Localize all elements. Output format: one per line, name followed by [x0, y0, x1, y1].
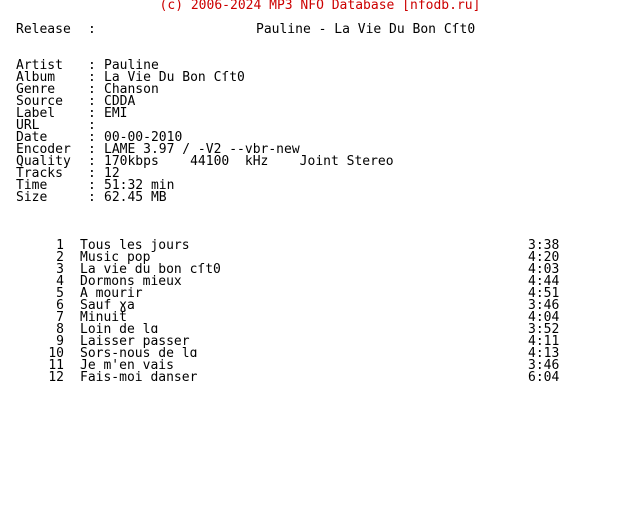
- track-title: Sors-nous de lɑ: [80, 346, 198, 361]
- track-number: 11: [48, 358, 64, 373]
- track-duration: 4:20: [528, 250, 560, 265]
- release-label: Release: [16, 22, 71, 37]
- track-duration: 6:04: [528, 370, 560, 385]
- track-title: Minuit: [80, 310, 127, 325]
- track-number: 2: [56, 250, 64, 265]
- info-label: Artist: [16, 58, 63, 73]
- release-row: [0, 24, 640, 36]
- info-separator: :: [88, 166, 96, 181]
- track-row: [0, 372, 640, 384]
- track-duration: 3:52: [528, 322, 560, 337]
- info-separator: :: [88, 106, 96, 121]
- info-separator: :: [88, 58, 96, 73]
- track-title: Loin de lɑ: [80, 322, 159, 337]
- info-value: Chanson: [104, 82, 159, 97]
- track-title: Je m'en vais: [80, 358, 174, 373]
- info-label: Source: [16, 94, 63, 109]
- info-separator: :: [88, 190, 96, 205]
- track-duration: 3:46: [528, 358, 560, 373]
- track-number: 9: [56, 334, 64, 349]
- info-separator: :: [88, 154, 96, 169]
- info-label: Time: [16, 178, 48, 193]
- track-number: 6: [56, 298, 64, 313]
- info-row-label: [0, 108, 640, 120]
- track-number: 7: [56, 310, 64, 325]
- info-separator: :: [88, 82, 96, 97]
- release-value: Pauline - La Vie Du Bon Cſt0: [256, 22, 476, 37]
- track-number: 12: [48, 370, 64, 385]
- info-value: 170kbps 44100 kHz Joint Stereo: [104, 154, 394, 169]
- info-label: Label: [16, 106, 56, 121]
- track-duration: 4:11: [528, 334, 560, 349]
- track-title: Dormons mieux: [80, 274, 182, 289]
- track-title: Music pop: [80, 250, 151, 265]
- info-label: Date: [16, 130, 48, 145]
- track-number: 10: [48, 346, 64, 361]
- info-label: Genre: [16, 82, 56, 97]
- info-row-time: [0, 180, 640, 192]
- track-title: La vie du bon cſt0: [80, 262, 221, 277]
- info-separator: :: [88, 130, 96, 145]
- info-label: Size: [16, 190, 48, 205]
- info-row-album: [0, 72, 640, 84]
- info-label: Quality: [16, 154, 71, 169]
- info-row-quality: [0, 156, 640, 168]
- info-value: CDDA: [104, 94, 136, 109]
- info-value: LAME 3.97 / -V2 --vbr-new: [104, 142, 300, 157]
- track-title: Fais-moi danser: [80, 370, 198, 385]
- info-separator: :: [88, 178, 96, 193]
- info-value: 00-00-2010: [104, 130, 183, 145]
- info-separator: :: [88, 94, 96, 109]
- info-value: 12: [104, 166, 120, 181]
- info-value: La Vie Du Bon Cſt0: [104, 70, 245, 85]
- info-value: 62.45 MB: [104, 190, 167, 205]
- track-title: Sauf ɣa: [80, 298, 135, 313]
- info-label: URL: [16, 118, 40, 133]
- track-duration: 4:04: [528, 310, 560, 325]
- track-duration: 3:46: [528, 298, 560, 313]
- info-label: Tracks: [16, 166, 63, 181]
- track-number: 3: [56, 262, 64, 277]
- track-title: Tous les jours: [80, 238, 190, 253]
- release-separator: :: [88, 22, 96, 37]
- info-separator: :: [88, 118, 96, 133]
- info-value: 51:32 min: [104, 178, 175, 193]
- track-number: 5: [56, 286, 64, 301]
- track-duration: 4:51: [528, 286, 560, 301]
- info-value: Pauline: [104, 58, 159, 73]
- info-value: EMI: [104, 106, 128, 121]
- info-row-size: [0, 192, 640, 204]
- info-label: Encoder: [16, 142, 71, 157]
- track-duration: 4:03: [528, 262, 560, 277]
- info-row-artist: [0, 60, 640, 72]
- info-label: Album: [16, 70, 56, 85]
- track-number: 4: [56, 274, 64, 289]
- info-row-date: [0, 132, 640, 144]
- info-row-tracks: [0, 168, 640, 180]
- info-separator: :: [88, 142, 96, 157]
- track-duration: 3:38: [528, 238, 560, 253]
- track-title: A mourir: [80, 286, 143, 301]
- track-title: Laisser passer: [80, 334, 190, 349]
- track-number: 1: [56, 238, 64, 253]
- info-row-genre: [0, 84, 640, 96]
- info-row-source: [0, 96, 640, 108]
- info-separator: :: [88, 70, 96, 85]
- page-header: (c) 2006-2024 MP3 NFO Database [nfodb.ru]: [159, 0, 481, 13]
- info-row-url: [0, 120, 640, 132]
- track-duration: 4:13: [528, 346, 560, 361]
- track-duration: 4:44: [528, 274, 560, 289]
- track-number: 8: [56, 322, 64, 337]
